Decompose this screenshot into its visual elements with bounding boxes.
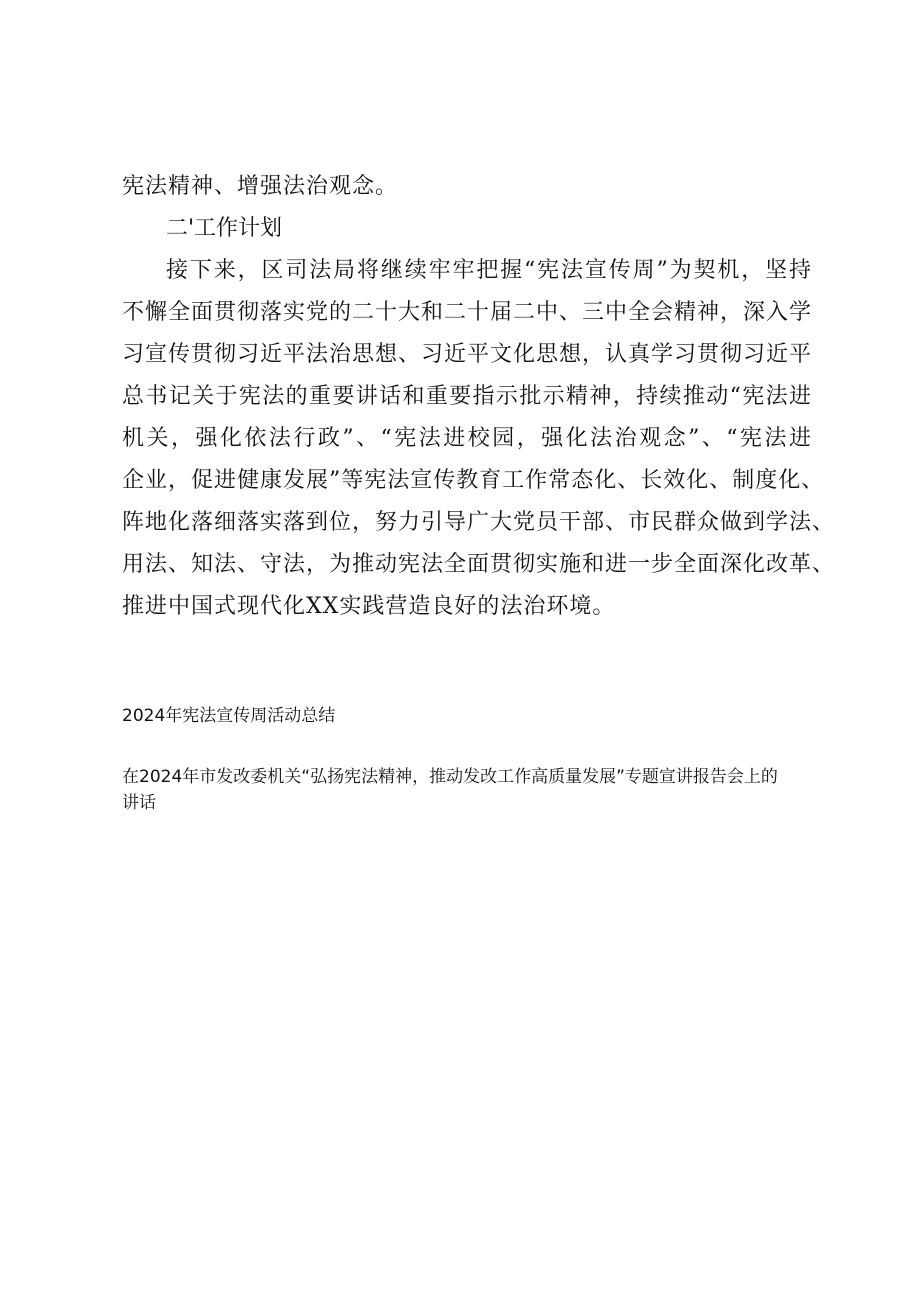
related-article-title: 在2024年市发改委机关“弘扬宪法精神，推动发改工作高质量发展”专题宣讲报告会上的 bbox=[122, 767, 778, 787]
work-plan-paragraph bbox=[122, 250, 836, 628]
related-article-title-continued: 讲话 bbox=[122, 793, 156, 813]
related-article-title: 2024年宪法宣传周活动总结 bbox=[122, 706, 336, 726]
paragraph-line: 企业，促进健康发展”等宪法宣传教育工作常态化、长效化、制度化、 bbox=[122, 468, 825, 493]
paragraph-line: 习宣传贯彻习近平法治思想、习近平文化思想，认真学习贯彻习近平 bbox=[122, 342, 813, 367]
paragraph-line: 用法、知法、守法，为推动宪法全面贯彻实施和进一步全面深化改革、 bbox=[122, 552, 836, 577]
paragraph-line: 接下来，区司法局将继续牢牢把握“宪法宣传周”为契机，坚持 bbox=[166, 258, 812, 283]
carryover-line: 宪法精神、增强法治观念。 bbox=[122, 174, 399, 199]
section-heading: 二'工作计划 bbox=[166, 216, 283, 241]
paragraph-line: 推进中国式现代化XX实践营造良好的法治环境。 bbox=[122, 594, 616, 619]
related-article-link[interactable] bbox=[122, 703, 822, 729]
carryover-text bbox=[122, 166, 812, 208]
paragraph-line: 不懈全面贯彻落实党的二十大和二十届二中、三中全会精神，深入学 bbox=[122, 300, 813, 325]
paragraph-line: 阵地化落细落实落到位，努力引导广大党员干部、市民群众做到学法、 bbox=[122, 510, 836, 535]
paragraph-line: 总书记关于宪法的重要讲话和重要指示批示精神，持续推动“宪法进 bbox=[122, 384, 812, 409]
paragraph-line: 机关，强化依法行政”、“宪法进校园，强化法治观念”、“宪法进 bbox=[122, 426, 812, 451]
related-article-link[interactable] bbox=[122, 764, 822, 816]
